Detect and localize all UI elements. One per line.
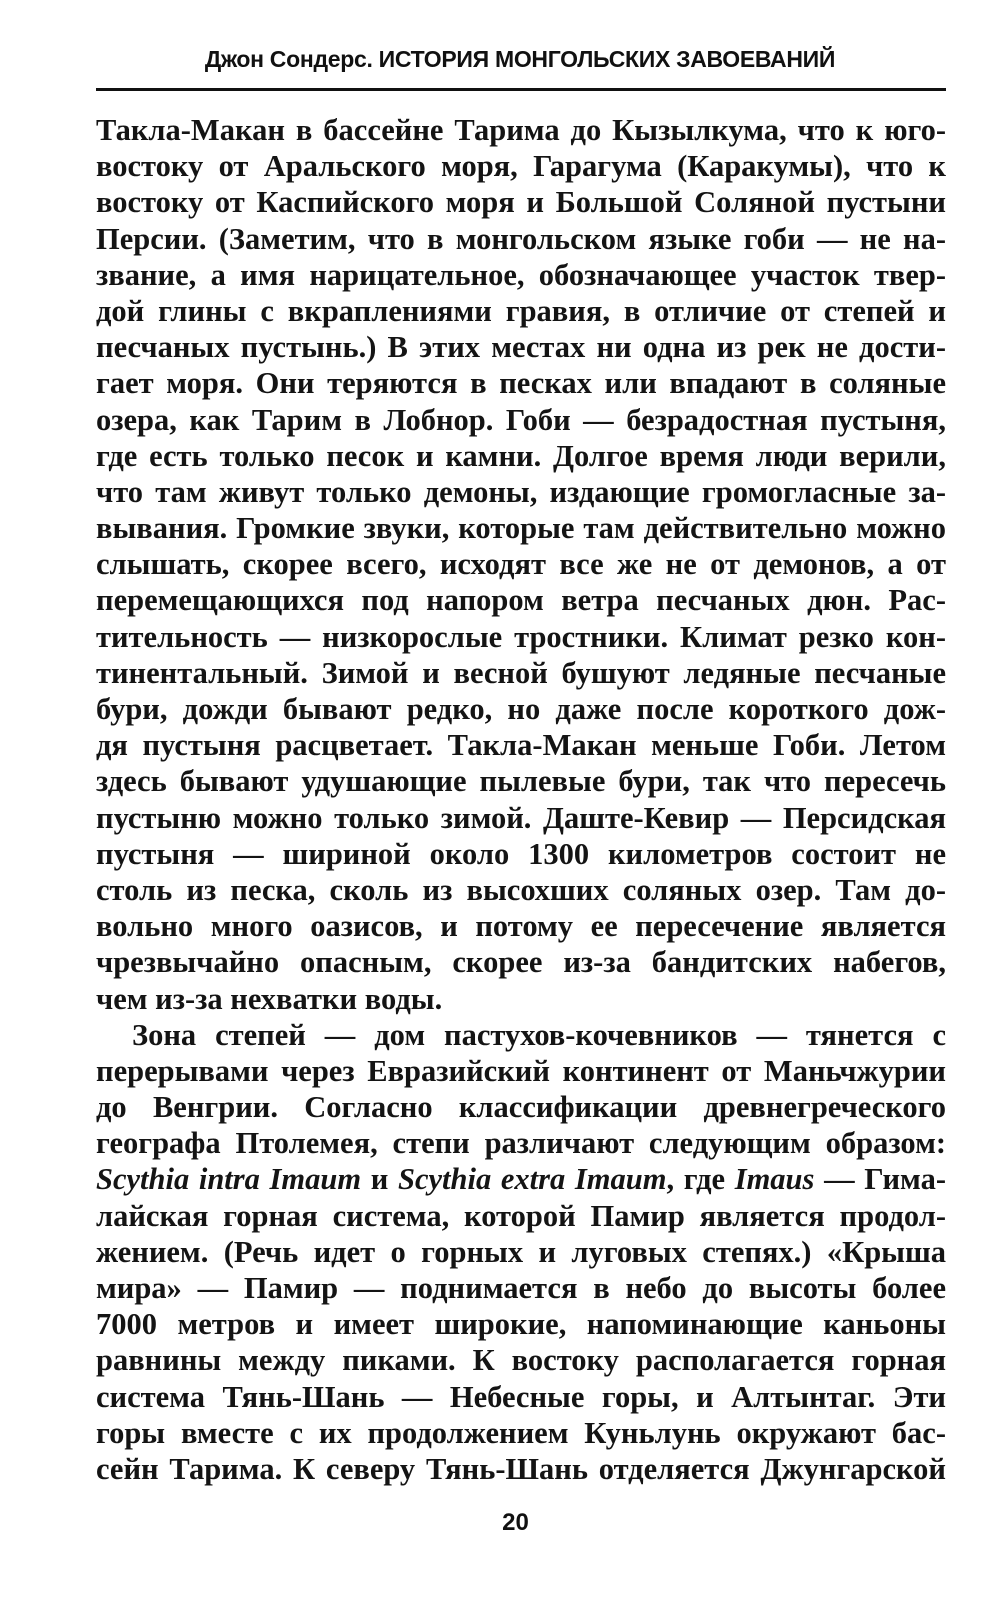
header-rule bbox=[96, 88, 946, 91]
text-line: здесь бывают удушающие пылевые бури, так что пересечь bbox=[96, 764, 946, 799]
text-line: чрезвычайно опасным, скорее из-за бандитских набегов, bbox=[96, 945, 946, 980]
text-line: географа Птолемея, степи различают следующим образом: bbox=[96, 1126, 946, 1161]
latin-term: Scythia extra Imaum bbox=[398, 1162, 667, 1197]
text-line: гает моря. Они теряются в песках или впадают в соляные bbox=[96, 366, 946, 401]
text-line: дя пустыня расцветает. Такла-Макан меньше Гоби. Летом bbox=[96, 728, 946, 763]
text-line: слышать, скорее всего, исходят все же не от демонов, а от bbox=[96, 547, 946, 582]
text-line: востоку от Каспийского моря и Большой Соляной пустыни bbox=[96, 185, 946, 220]
latin-term: Scythia intra Imaum bbox=[96, 1162, 362, 1197]
text-line: где есть только песок и камни. Долгое время люди верили, bbox=[96, 438, 946, 473]
text-line: Такла-Макан в бассейне Тарима до Кызылкума, что к юго- bbox=[96, 113, 946, 147]
text-line: пустыня — шириной около 1300 километров состоит не bbox=[96, 836, 946, 871]
text-line: пустыню можно только зимой. Даште-Кевир — Персидская bbox=[96, 800, 946, 835]
connector-text: , где bbox=[666, 1162, 726, 1197]
latin-term: Imaus bbox=[734, 1162, 815, 1197]
line-tail: — Гима- bbox=[824, 1162, 946, 1197]
text-line: жением. (Речь идет о горных и луговых степях.) «Крыша bbox=[96, 1234, 946, 1269]
text-line: тительность — низкорослые тростники. Климат резко кон- bbox=[96, 619, 946, 654]
text-line: горы вместе с их продолжением Куньлунь окружают бас- bbox=[96, 1415, 946, 1450]
text-line: Персии. (Заметим, что в монгольском языке гоби — не на- bbox=[96, 221, 946, 256]
text-line: мира» — Памир — поднимается в небо до высоты более bbox=[96, 1271, 946, 1305]
text-line: Зона степей — дом пастухов-кочевников — тянется с bbox=[132, 1017, 946, 1052]
text-line: что там живут только демоны, издающие громогласные за- bbox=[96, 474, 946, 509]
text-line: перерывами через Евразийский континент от Маньчжурии bbox=[96, 1053, 946, 1088]
text-line-latin-terms bbox=[96, 1161, 946, 1197]
text-line: озера, как Тарим в Лобнор. Гоби — безрадостная пустыня, bbox=[96, 402, 946, 437]
text-line: песчаных пустынь.) В этих местах ни одна из рек не дости- bbox=[96, 330, 946, 365]
text-line: перемещающихся под напором ветра песчаных дюн. Рас- bbox=[96, 583, 946, 618]
text-line: вольно много оазисов, и потому ее пересечение является bbox=[96, 909, 946, 944]
page-number: 20 bbox=[502, 1509, 529, 1536]
text-line: звание, а имя нарицательное, обозначающее участок твер- bbox=[96, 257, 946, 292]
page-body bbox=[96, 112, 946, 1487]
running-head: Джон Сондерс. ИСТОРИЯ МОНГОЛЬСКИХ ЗАВОЕВАНИЙ bbox=[204, 46, 836, 72]
text-line: 7000 метров и имеет широкие, напоминающие каньоны bbox=[96, 1307, 946, 1342]
conjunction: и bbox=[370, 1162, 389, 1197]
text-line: равнины между пиками. К востоку располагается горная bbox=[96, 1343, 946, 1378]
text-line: чем из-за нехватки воды. bbox=[96, 981, 443, 1016]
text-line: бури, дожди бывают редко, но даже после короткого дож- bbox=[96, 692, 946, 726]
text-line: востоку от Аральского моря, Гарагума (Каракумы), что к bbox=[96, 149, 946, 184]
text-line: до Венгрии. Согласно классификации древнегреческого bbox=[96, 1090, 946, 1125]
text-line: вывания. Громкие звуки, которые там действительно можно bbox=[96, 511, 946, 546]
text-line: система Тянь-Шань — Небесные горы, и Алтынтаг. Эти bbox=[96, 1379, 946, 1414]
text-line: тинентальный. Зимой и весной бушуют ледяные песчаные bbox=[96, 655, 946, 690]
text-line: лайская горная система, которой Памир является продол- bbox=[96, 1198, 946, 1233]
text-line: столь из песка, сколь из высохших соляных озер. Там до- bbox=[96, 872, 946, 907]
text-line: дой глины с вкраплениями гравия, в отличие от степей и bbox=[96, 293, 946, 328]
text-line: сейн Тарима. К северу Тянь-Шань отделяется Джунгарской bbox=[96, 1451, 946, 1486]
